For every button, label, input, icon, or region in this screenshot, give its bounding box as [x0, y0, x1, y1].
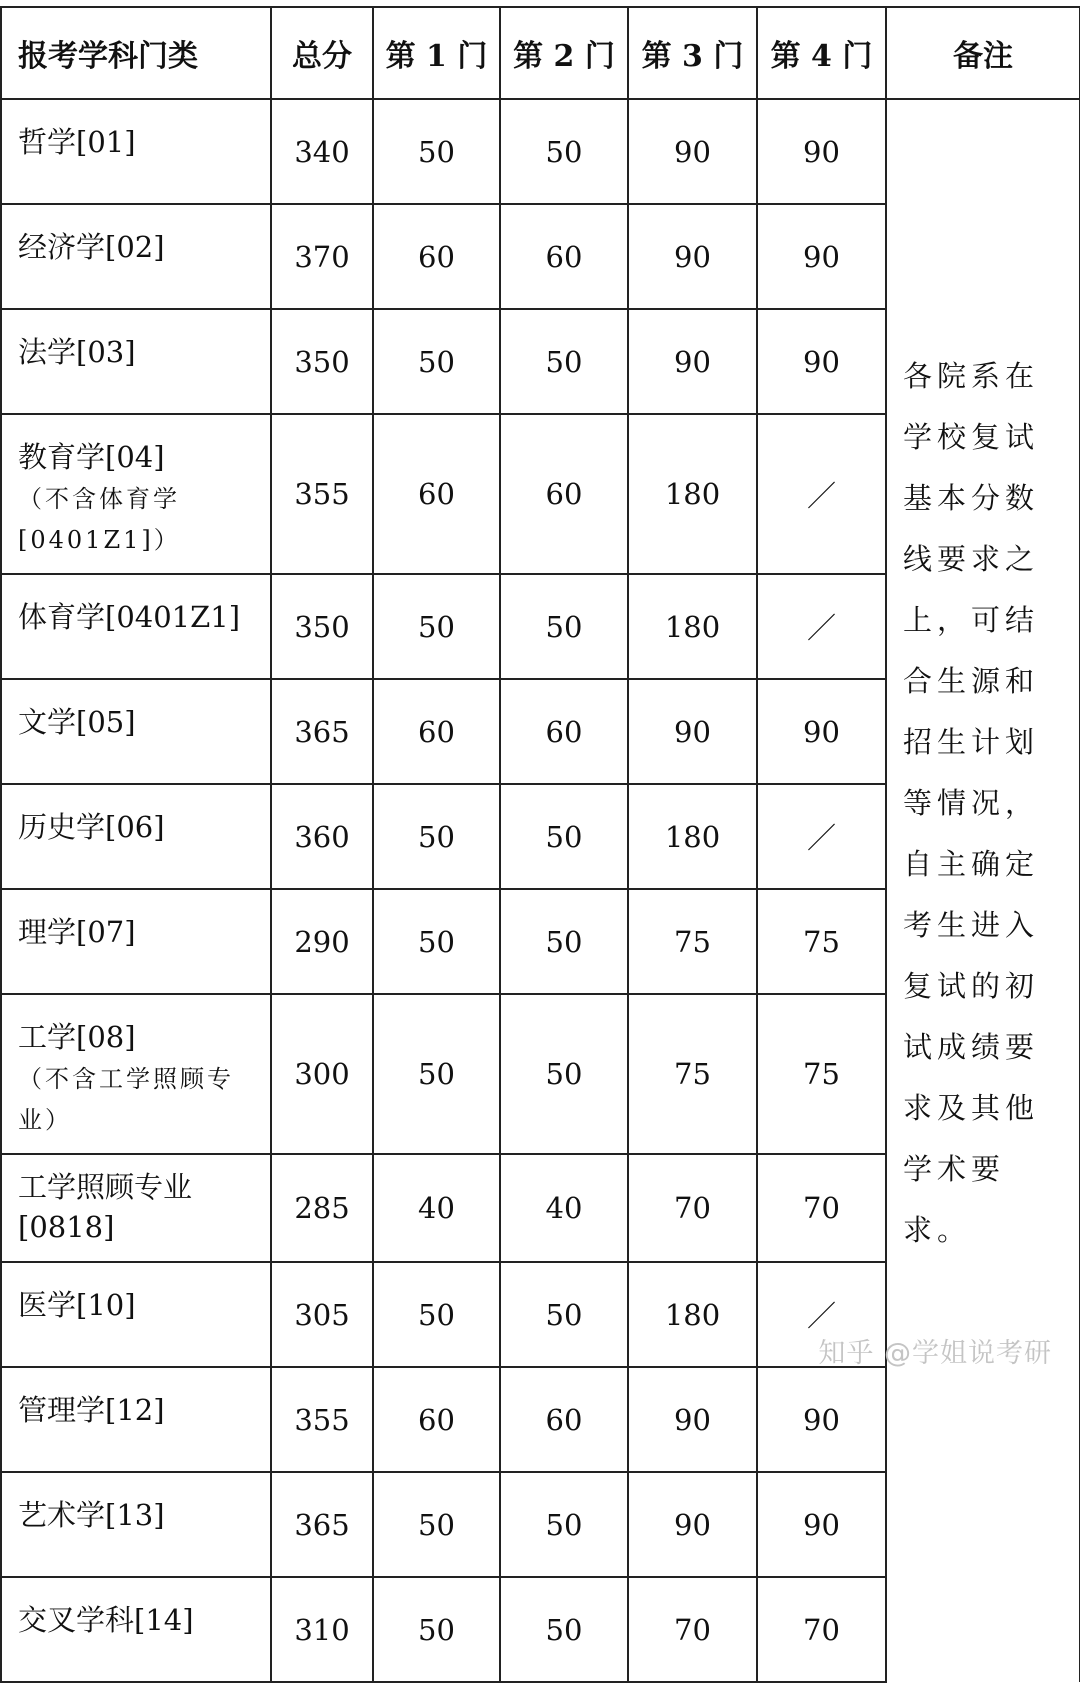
score-1-cell: 50	[373, 1577, 500, 1682]
total-cell: 290	[271, 889, 373, 994]
score-4-cell: 75	[757, 994, 886, 1154]
subject-label: 工学照顾专业[0818]	[18, 1170, 193, 1244]
subject-cell	[1, 1154, 271, 1262]
header-subject: 报考学科门类	[1, 7, 271, 99]
score-2-cell: 50	[500, 994, 628, 1154]
score-2-cell: 60	[500, 414, 628, 574]
score-2-cell: 50	[500, 1472, 628, 1577]
subject-cell	[1, 414, 271, 574]
score-4-cell: ／	[757, 784, 886, 889]
score-1-cell: 50	[373, 784, 500, 889]
score-3-cell: 90	[628, 679, 757, 784]
score-4-cell: 90	[757, 309, 886, 414]
score-3-cell: 180	[628, 1262, 757, 1367]
score-3-cell: 75	[628, 994, 757, 1154]
score-1-cell: 60	[373, 204, 500, 309]
score-2-cell: 60	[500, 1367, 628, 1472]
subject-label: 历史学[06]	[18, 810, 165, 844]
score-2-cell: 50	[500, 889, 628, 994]
score-1-cell: 50	[373, 574, 500, 679]
subject-cell	[1, 309, 271, 414]
score-1-cell: 50	[373, 994, 500, 1154]
score-2-cell: 50	[500, 574, 628, 679]
score-4-cell: 70	[757, 1154, 886, 1262]
score-4-cell: ／	[757, 414, 886, 574]
subject-label: 交叉学科[14]	[18, 1603, 194, 1637]
subject-cell	[1, 99, 271, 204]
header-subject-1: 第 1 门	[373, 7, 500, 99]
subject-label: 体育学[0401Z1]	[18, 600, 241, 634]
subject-label: 工学[08]	[18, 1020, 136, 1054]
total-cell: 340	[271, 99, 373, 204]
score-1-cell: 60	[373, 414, 500, 574]
subject-label: 文学[05]	[18, 705, 136, 739]
score-4-cell: 90	[757, 679, 886, 784]
subject-cell	[1, 1472, 271, 1577]
header-subject-4: 第 4 门	[757, 7, 886, 99]
score-4-cell: 70	[757, 1577, 886, 1682]
subject-cell	[1, 889, 271, 994]
score-3-cell: 90	[628, 1367, 757, 1472]
subject-label: 经济学[02]	[18, 230, 165, 264]
score-2-cell: 50	[500, 784, 628, 889]
subject-cell	[1, 574, 271, 679]
score-2-cell: 50	[500, 1577, 628, 1682]
score-1-cell: 50	[373, 889, 500, 994]
header-row	[1, 7, 1080, 99]
score-1-cell: 50	[373, 1262, 500, 1367]
subject-note: （不含工学照顾专业）	[18, 1065, 234, 1134]
score-4-cell: 90	[757, 204, 886, 309]
subject-label: 教育学[04]	[18, 440, 165, 474]
score-1-cell: 50	[373, 99, 500, 204]
score-3-cell: 180	[628, 574, 757, 679]
score-1-cell: 60	[373, 679, 500, 784]
score-table	[0, 6, 1080, 1683]
total-cell: 350	[271, 574, 373, 679]
total-cell: 355	[271, 1367, 373, 1472]
score-3-cell: 180	[628, 414, 757, 574]
score-4-cell: 90	[757, 99, 886, 204]
subject-cell	[1, 679, 271, 784]
score-2-cell: 50	[500, 99, 628, 204]
header-subject-2: 第 2 门	[500, 7, 628, 99]
header-total: 总分	[271, 7, 373, 99]
subject-label: 医学[10]	[18, 1288, 136, 1322]
subject-label: 艺术学[13]	[18, 1498, 165, 1532]
score-4-cell: 75	[757, 889, 886, 994]
subject-cell	[1, 1367, 271, 1472]
score-4-cell: 90	[757, 1472, 886, 1577]
score-3-cell: 180	[628, 784, 757, 889]
score-1-cell: 40	[373, 1154, 500, 1262]
subject-note: （不含体育学[0401Z1]）	[18, 485, 181, 554]
total-cell: 305	[271, 1262, 373, 1367]
subject-cell	[1, 1577, 271, 1682]
header-remark: 备注	[886, 7, 1080, 99]
watermark: 知乎 @学姐说考研	[818, 1338, 1052, 1369]
subject-cell	[1, 994, 271, 1154]
total-cell: 360	[271, 784, 373, 889]
subject-label: 管理学[12]	[18, 1393, 165, 1427]
score-3-cell: 70	[628, 1577, 757, 1682]
total-cell: 370	[271, 204, 373, 309]
score-3-cell: 70	[628, 1154, 757, 1262]
total-cell: 285	[271, 1154, 373, 1262]
score-4-cell: 90	[757, 1367, 886, 1472]
total-cell: 355	[271, 414, 373, 574]
total-cell: 365	[271, 1472, 373, 1577]
table-row	[1, 99, 1080, 204]
score-2-cell: 60	[500, 204, 628, 309]
subject-cell	[1, 204, 271, 309]
total-cell: 300	[271, 994, 373, 1154]
subject-label: 哲学[01]	[18, 125, 136, 159]
header-subject-3: 第 3 门	[628, 7, 757, 99]
subject-label: 法学[03]	[18, 335, 136, 369]
score-2-cell: 60	[500, 679, 628, 784]
score-4-cell: ／	[757, 574, 886, 679]
score-4-cell: ／	[757, 1262, 886, 1367]
total-cell: 365	[271, 679, 373, 784]
score-3-cell: 90	[628, 99, 757, 204]
subject-label: 理学[07]	[18, 915, 136, 949]
score-1-cell: 50	[373, 309, 500, 414]
score-3-cell: 90	[628, 204, 757, 309]
score-2-cell: 40	[500, 1154, 628, 1262]
score-1-cell: 50	[373, 1472, 500, 1577]
score-2-cell: 50	[500, 309, 628, 414]
subject-cell	[1, 1262, 271, 1367]
score-3-cell: 75	[628, 889, 757, 994]
total-cell: 350	[271, 309, 373, 414]
score-1-cell: 60	[373, 1367, 500, 1472]
subject-cell	[1, 784, 271, 889]
score-2-cell: 50	[500, 1262, 628, 1367]
score-3-cell: 90	[628, 309, 757, 414]
total-cell: 310	[271, 1577, 373, 1682]
score-3-cell: 90	[628, 1472, 757, 1577]
remark-cell: 各院系在学校复试基本分数线要求之上，可结合生源和招生计划等情况，自主确定考生进入复试的初试成绩要求及其他学术要求。	[886, 99, 1080, 1682]
